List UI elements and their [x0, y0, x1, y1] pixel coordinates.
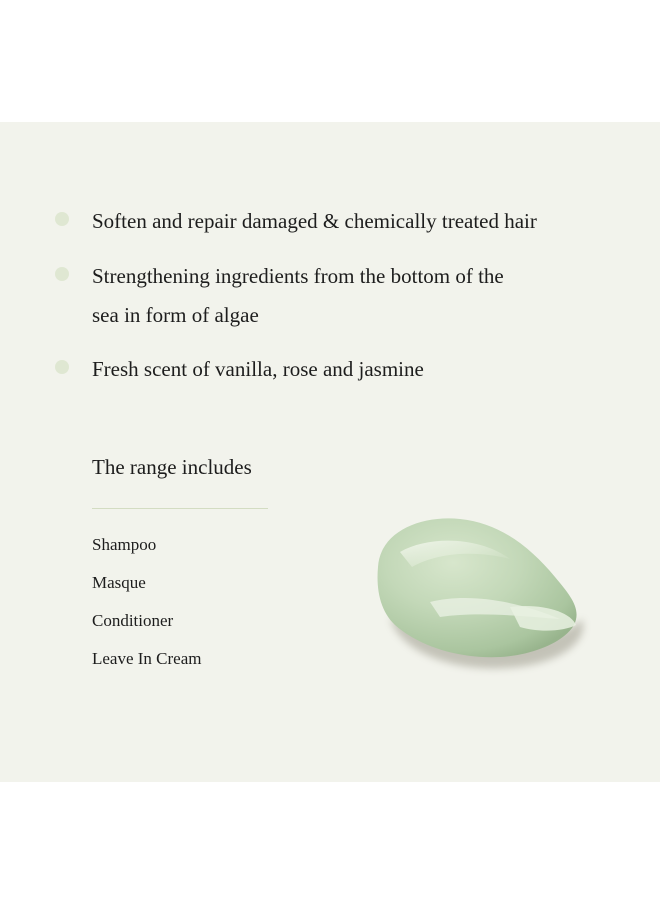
- feature-item: [92, 350, 592, 389]
- range-title: The range includes: [92, 455, 252, 479]
- range-item-masque: Masque: [92, 573, 146, 592]
- bullet-dot-icon: [55, 212, 69, 226]
- bullet-dot-icon: [55, 360, 69, 374]
- range-list: [92, 526, 202, 678]
- cream-swatch-icon: [360, 507, 600, 682]
- range-item-leave-in-cream: Leave In Cream: [92, 649, 202, 668]
- range-item-conditioner: Conditioner: [92, 611, 174, 630]
- range-item-shampoo: Shampoo: [92, 535, 157, 554]
- feature-text: Strengthening ingredients from the bottom of the: [92, 264, 504, 288]
- feature-item: [92, 257, 592, 335]
- feature-text: Soften and repair damaged & chemically treated hair: [92, 209, 537, 233]
- feature-text-continued: sea in form of algae: [92, 303, 259, 327]
- bullet-dot-icon: [55, 267, 69, 281]
- product-info-panel: [0, 122, 660, 782]
- divider: [92, 508, 268, 509]
- feature-text: Fresh scent of vanilla, rose and jasmine: [92, 357, 424, 381]
- feature-item: [92, 202, 592, 241]
